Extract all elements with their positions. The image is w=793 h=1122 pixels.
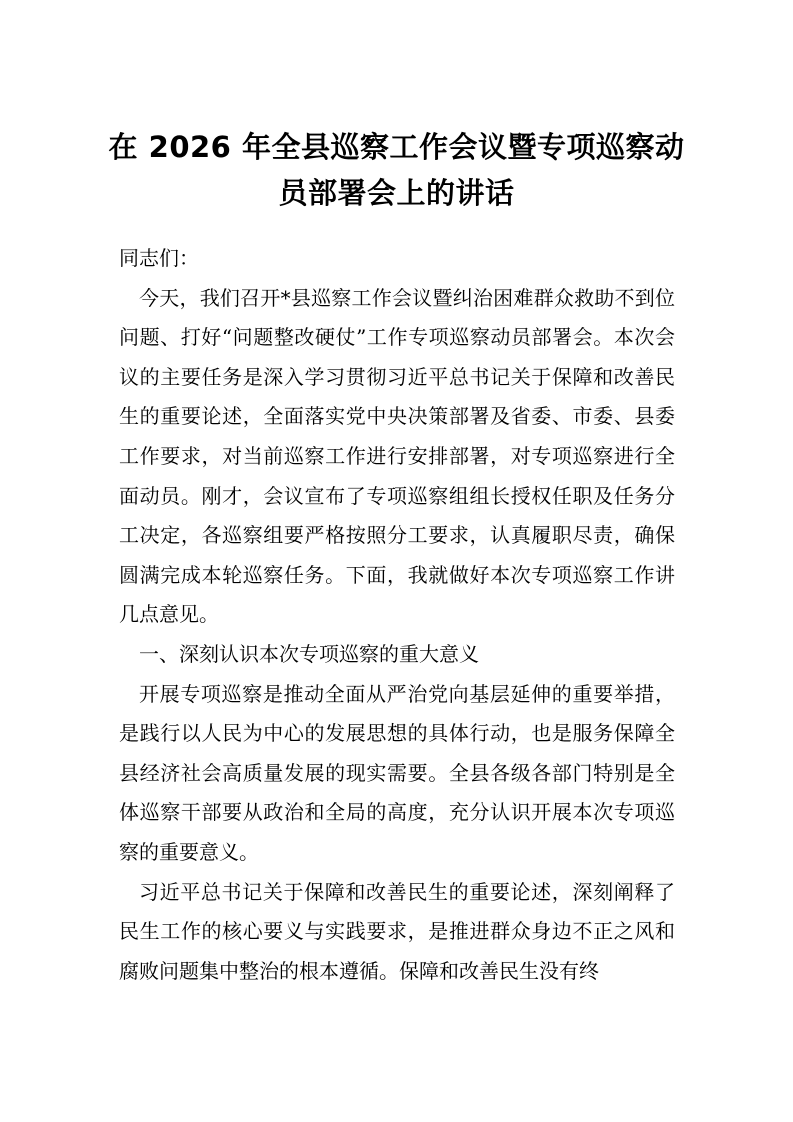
paragraph-opening: 今天，我们召开*县巡察工作会议暨纠治困难群众救助不到位问题、打好“问题整改硬仗”工作专项巡察动员部署会。本次会议的主要任务是深入学习贯彻习近平总书记关于保障和改善民生的重要论述，全面落实党中央决策部署及省委、市委、县委工作要求，对当前巡察工作进行安排部署，对专项巡察进行全面动员。刚才，会议宣布了专项巡察组组长授权任职及任务分工决定，各巡察组要严格按照分工要求，认真履职尽责，确保圆满完成本轮巡察任务。下面，我就做好本次专项巡察工作讲几点意见。 xyxy=(119,285,675,627)
paragraph-significance: 开展专项巡察是推动全面从严治党向基层延伸的重要举措，是践行以人民为中心的发展思想的具体行动，也是服务保障全县经济社会高质量发展的现实需要。全县各级各部门特别是全体巡察干部要从政治和全局的高度，充分认识开展本次专项巡察的重要意义。 xyxy=(119,681,675,864)
document-body xyxy=(119,239,675,991)
section-heading-1: 一、深刻认识本次专项巡察的重大意义 xyxy=(139,641,479,666)
document-title-line-1: 在 2026 年全县巡察工作会议暨专项巡察动 xyxy=(108,130,685,164)
salutation: 同志们： xyxy=(119,246,199,270)
document-title-line-2: 员部署会上的讲话 xyxy=(278,176,515,210)
paragraph-xi-remarks: 习近平总书记关于保障和改善民生的重要论述，深刻阐释了民生工作的核心要义与实践要求，是推进群众身边不正之风和腐败问题集中整治的根本遵循。保障和改善民生没有终 xyxy=(119,879,675,983)
